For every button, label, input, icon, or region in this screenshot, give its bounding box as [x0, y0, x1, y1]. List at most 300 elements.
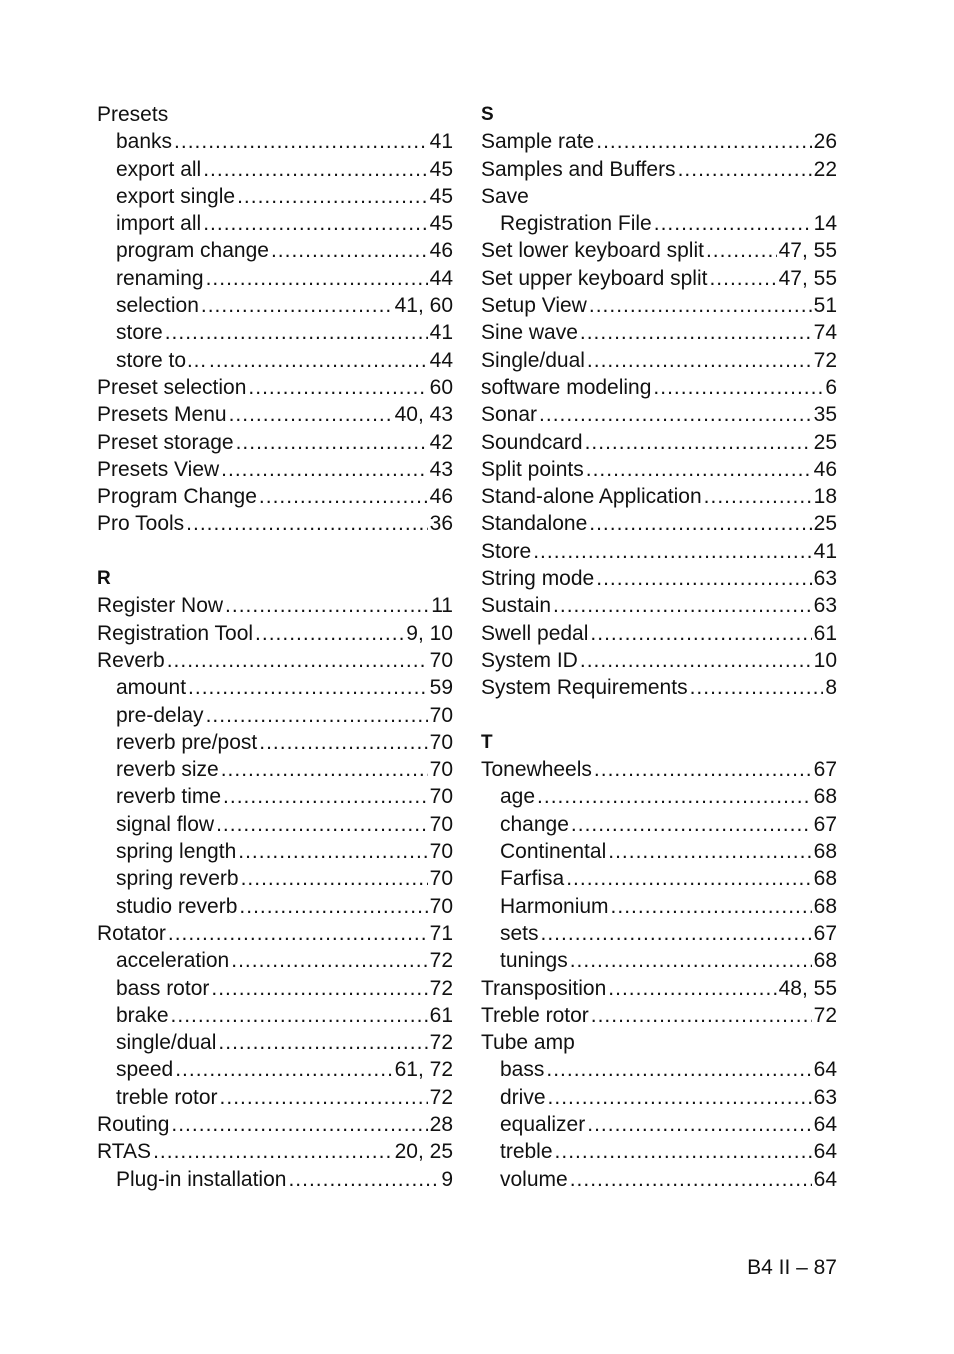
dot-leader — [586, 456, 812, 483]
dot-leader — [548, 1084, 812, 1111]
index-term: spring reverb — [116, 867, 239, 891]
index-page-numbers: 74 — [813, 321, 837, 345]
index-page-numbers: 45 — [429, 157, 453, 181]
index-term: brake — [116, 1003, 169, 1027]
index-subentry — [481, 1056, 837, 1083]
dot-leader — [186, 510, 427, 537]
index-page-numbers: 61 — [429, 1003, 453, 1027]
index-term: export all — [116, 157, 202, 181]
dot-leader — [223, 783, 428, 810]
index-page-numbers: 22 — [813, 157, 837, 181]
index-page-numbers: 26 — [813, 130, 837, 154]
index-page-numbers: 46 — [429, 485, 453, 509]
index-subentry — [481, 1111, 837, 1138]
index-page-numbers: 6 — [825, 375, 837, 399]
index-term: Reverb — [97, 648, 165, 672]
index-subentry — [481, 865, 837, 892]
dot-leader — [587, 347, 812, 374]
index-page-numbers: 59 — [429, 676, 453, 700]
index-page-numbers: 68 — [813, 867, 837, 891]
index-page-numbers: 72 — [429, 1085, 453, 1109]
index-term: System Requirements — [481, 676, 688, 700]
dot-leader — [209, 347, 428, 374]
index-page-numbers: 64 — [813, 1140, 837, 1164]
index-page-numbers: 45 — [429, 184, 453, 208]
index-page-numbers: 68 — [813, 785, 837, 809]
dot-leader — [678, 156, 812, 183]
index-entry — [97, 1111, 453, 1138]
index-entry — [481, 1029, 837, 1056]
index-term: Split points — [481, 457, 584, 481]
index-subentry — [97, 674, 453, 701]
index-subentry — [97, 292, 453, 319]
index-term: export single — [116, 184, 236, 208]
index-term: tunings — [500, 949, 568, 973]
index-page-numbers: 47, 55 — [778, 239, 837, 263]
dot-leader — [241, 865, 428, 892]
index-page-numbers: 72 — [429, 976, 453, 1000]
dot-leader — [206, 702, 428, 729]
index-page-numbers: 70 — [429, 894, 453, 918]
index-entry — [481, 592, 837, 619]
index-term: pre-delay — [116, 703, 204, 727]
dot-leader — [706, 237, 777, 264]
dot-leader — [271, 237, 428, 264]
dot-leader — [225, 592, 429, 619]
index-page-numbers: 14 — [813, 212, 837, 236]
index-term: reverb time — [116, 785, 222, 809]
dot-leader — [570, 947, 812, 974]
index-term: Registration File — [500, 212, 652, 236]
index-subentry — [481, 1166, 837, 1193]
index-term: Tube amp — [481, 1031, 575, 1055]
dot-leader — [259, 729, 427, 756]
dot-leader — [255, 620, 404, 647]
index-term: age — [500, 785, 536, 809]
index-page-numbers: 40, 43 — [394, 403, 453, 427]
dot-leader — [174, 128, 428, 155]
dot-leader — [211, 975, 427, 1002]
index-subentry — [481, 920, 837, 947]
index-term: change — [500, 812, 569, 836]
index-term: Preset selection — [97, 375, 247, 399]
index-subentry — [97, 1084, 453, 1111]
dot-leader — [596, 128, 811, 155]
index-entry — [481, 975, 837, 1002]
dot-leader — [201, 292, 393, 319]
index-page-numbers: 41 — [429, 321, 453, 345]
index-subentry — [97, 838, 453, 865]
index-term: RTAS — [97, 1140, 152, 1164]
index-subentry — [97, 893, 453, 920]
index-entry — [481, 401, 837, 428]
index-page-numbers: 47, 55 — [778, 266, 837, 290]
index-term: treble — [500, 1140, 553, 1164]
index-entry — [481, 319, 837, 346]
dot-leader — [570, 1166, 812, 1193]
index-page-numbers: 46 — [429, 239, 453, 263]
index-term: Single/dual — [481, 348, 585, 372]
index-entry — [97, 647, 453, 674]
index-page-numbers: 67 — [813, 812, 837, 836]
dot-leader — [590, 620, 811, 647]
index-entry — [97, 592, 453, 619]
index-term: Stand-alone Application — [481, 485, 702, 509]
index-subentry — [97, 210, 453, 237]
index-entry — [481, 756, 837, 783]
index-subentry — [481, 783, 837, 810]
index-page-numbers: 44 — [429, 348, 453, 372]
index-term: Save — [481, 184, 529, 208]
index-page-numbers: 60 — [429, 375, 453, 399]
index-term: Farfisa — [500, 867, 565, 891]
index-page-numbers: 63 — [813, 1085, 837, 1109]
dot-leader — [203, 156, 427, 183]
index-subentry — [97, 729, 453, 756]
dot-leader — [188, 674, 428, 701]
index-entry — [481, 483, 837, 510]
index-entry — [97, 101, 453, 128]
index-subentry — [97, 319, 453, 346]
index-entry — [481, 565, 837, 592]
dot-leader — [546, 1056, 811, 1083]
dot-leader — [221, 756, 428, 783]
index-subentry — [481, 811, 837, 838]
index-section-header: R — [97, 568, 111, 590]
dot-leader — [608, 838, 811, 865]
dot-leader — [654, 210, 812, 237]
index-page-numbers: 25 — [813, 512, 837, 536]
dot-leader — [171, 1111, 427, 1138]
index-section-header: T — [481, 731, 493, 753]
index-subentry — [97, 183, 453, 210]
dot-leader — [580, 647, 812, 674]
dot-leader — [220, 1084, 428, 1111]
index-page-numbers: 70 — [429, 840, 453, 864]
index-term: studio reverb — [116, 894, 238, 918]
index-term: reverb size — [116, 758, 219, 782]
dot-leader — [541, 920, 812, 947]
dot-leader — [216, 811, 428, 838]
index-entry — [97, 483, 453, 510]
index-entry — [97, 401, 453, 428]
dot-leader — [231, 947, 427, 974]
index-term: treble rotor — [116, 1085, 218, 1109]
index-term: Presets — [97, 103, 169, 126]
dot-leader — [589, 292, 812, 319]
index-subentry — [97, 347, 453, 374]
index-entry — [481, 265, 837, 292]
index-page-numbers: 41, 60 — [394, 294, 453, 318]
index-spacer — [481, 702, 837, 729]
index-subentry — [97, 1166, 453, 1193]
index-page-numbers: 9 — [441, 1167, 453, 1191]
index-term: Transposition — [481, 976, 607, 1000]
index-term: signal flow — [116, 812, 215, 836]
index-entry — [481, 510, 837, 537]
dot-leader — [580, 319, 812, 346]
dot-leader — [594, 756, 812, 783]
index-page-numbers: 9, 10 — [406, 621, 453, 645]
index-term: Sample rate — [481, 130, 595, 154]
dot-leader — [153, 1138, 393, 1165]
index-page-numbers: 67 — [813, 921, 837, 945]
index-page-numbers: 61 — [813, 621, 837, 645]
index-page-numbers: 28 — [429, 1112, 453, 1136]
index-spacer — [97, 538, 453, 565]
index-subentry — [97, 811, 453, 838]
index-entry — [481, 674, 837, 701]
dot-leader — [553, 592, 812, 619]
dot-leader — [259, 483, 428, 510]
dot-leader — [585, 429, 812, 456]
index-entry — [481, 347, 837, 374]
index-page-numbers: 51 — [813, 294, 837, 318]
index-subentry — [481, 838, 837, 865]
index-column-right — [481, 101, 837, 1193]
dot-leader — [206, 265, 428, 292]
index-term: Registration Tool — [97, 621, 254, 645]
index-entry — [97, 620, 453, 647]
index-entry — [97, 1138, 453, 1165]
index-entry — [481, 647, 837, 674]
index-subentry — [97, 865, 453, 892]
index-subentry — [481, 210, 837, 237]
dot-leader — [175, 1056, 392, 1083]
index-page-numbers: 70 — [429, 867, 453, 891]
index-entry — [97, 510, 453, 537]
index-page-numbers: 70 — [429, 703, 453, 727]
index-subentry — [97, 702, 453, 729]
index-page-numbers: 20, 25 — [394, 1140, 453, 1164]
index-term: Tonewheels — [481, 758, 592, 782]
index-section-header: S — [481, 104, 494, 125]
index-page-numbers: 41 — [429, 130, 453, 154]
index-term: Presets View — [97, 457, 220, 481]
dot-leader — [690, 674, 824, 701]
index-term: store — [116, 321, 163, 345]
index-term: equalizer — [500, 1112, 586, 1136]
index-entry — [97, 456, 453, 483]
index-page-numbers: 10 — [813, 648, 837, 672]
index-page-numbers: 72 — [813, 348, 837, 372]
dot-leader — [709, 265, 776, 292]
index-term: speed — [116, 1058, 174, 1082]
index-entry — [481, 183, 837, 210]
dot-leader — [571, 811, 812, 838]
dot-leader — [218, 1029, 427, 1056]
index-entry — [481, 538, 837, 565]
page-footer: B4 II – 87 — [747, 1256, 837, 1279]
index-term: Treble rotor — [481, 1003, 589, 1027]
index-page-numbers: 43 — [429, 457, 453, 481]
index-term: reverb pre/post — [116, 730, 258, 754]
index-page-numbers: 70 — [429, 648, 453, 672]
index-entry — [481, 620, 837, 647]
index-page-numbers: 64 — [813, 1058, 837, 1082]
index-subentry — [481, 1138, 837, 1165]
index-page-numbers: 70 — [429, 758, 453, 782]
index-page-numbers: 48, 55 — [778, 976, 837, 1000]
index-term: Routing — [97, 1112, 170, 1136]
index-page-numbers: 45 — [429, 212, 453, 236]
index-term: import all — [116, 212, 202, 236]
index-subentry — [97, 156, 453, 183]
index-subentry — [97, 1029, 453, 1056]
index-page-numbers: 44 — [429, 266, 453, 290]
dot-leader — [589, 510, 811, 537]
index-page-numbers: 11 — [431, 594, 453, 618]
dot-leader — [238, 838, 427, 865]
index-entry — [481, 456, 837, 483]
index-term: Pro Tools — [97, 512, 185, 536]
index-page-numbers: 64 — [813, 1112, 837, 1136]
dot-leader — [539, 401, 812, 428]
index-term: Preset storage — [97, 430, 234, 454]
index-term: spring length — [116, 840, 237, 864]
dot-leader — [653, 374, 823, 401]
index-subentry — [97, 128, 453, 155]
index-term: software modeling — [481, 375, 652, 399]
index-term: single/dual — [116, 1031, 217, 1055]
dot-leader — [167, 647, 428, 674]
index-term: volume — [500, 1167, 568, 1191]
index-page-numbers: 18 — [813, 485, 837, 509]
index-term: Plug-in installation — [116, 1167, 287, 1191]
index-term: Sine wave — [481, 321, 578, 345]
index-page-numbers: 72 — [813, 1003, 837, 1027]
index-page-numbers: 25 — [813, 430, 837, 454]
index-page-numbers: 36 — [429, 512, 453, 536]
index-entry — [481, 374, 837, 401]
index-term: Continental — [500, 840, 607, 864]
index-term: amount — [116, 676, 187, 700]
index-term: renaming — [116, 266, 204, 290]
index-term: Sustain — [481, 594, 552, 618]
dot-leader — [288, 1166, 439, 1193]
dot-leader — [704, 483, 812, 510]
index-term: Setup View — [481, 294, 587, 318]
index-page-numbers: 70 — [429, 812, 453, 836]
index-term: selection — [116, 294, 199, 318]
index-page-numbers: 41 — [813, 539, 837, 563]
index-subentry — [97, 783, 453, 810]
index-subentry — [97, 1056, 453, 1083]
index-term: Set upper keyboard split — [481, 266, 708, 290]
dot-leader — [221, 456, 427, 483]
dot-leader — [596, 565, 811, 592]
index-term: drive — [500, 1085, 546, 1109]
dot-leader — [236, 429, 428, 456]
dot-leader — [203, 210, 427, 237]
index-subentry — [481, 1084, 837, 1111]
dot-leader — [229, 401, 393, 428]
index-entry — [481, 292, 837, 319]
index-entry — [481, 156, 837, 183]
index-entry — [97, 920, 453, 947]
index-term: Standalone — [481, 512, 588, 536]
dot-leader — [611, 893, 812, 920]
index-term: bass rotor — [116, 976, 210, 1000]
index-term: sets — [500, 921, 539, 945]
index-term: System ID — [481, 648, 578, 672]
dot-leader — [165, 319, 428, 346]
index-term: Sonar — [481, 403, 538, 427]
index-page-numbers: 67 — [813, 758, 837, 782]
dot-leader — [248, 374, 427, 401]
index-term: Rotator — [97, 921, 166, 945]
dot-leader — [566, 865, 811, 892]
dot-leader — [608, 975, 776, 1002]
index-page-numbers: 68 — [813, 840, 837, 864]
index-page-numbers: 63 — [813, 594, 837, 618]
index-page-numbers: 46 — [813, 457, 837, 481]
index-subentry — [97, 265, 453, 292]
dot-leader — [171, 1002, 428, 1029]
index-term: Program Change — [97, 485, 257, 509]
index-page-numbers: 68 — [813, 894, 837, 918]
index-entry — [97, 429, 453, 456]
index-entry — [481, 429, 837, 456]
index-page-numbers: 42 — [429, 430, 453, 454]
index-page-numbers: 61, 72 — [394, 1058, 453, 1082]
index-term: banks — [116, 130, 173, 154]
index-page-numbers: 35 — [813, 403, 837, 427]
index-page-numbers: 71 — [429, 921, 453, 945]
dot-leader — [537, 783, 812, 810]
index-entry — [481, 1002, 837, 1029]
index-term: Harmonium — [500, 894, 609, 918]
index-page-numbers: 70 — [429, 785, 453, 809]
dot-leader — [239, 893, 427, 920]
index-term: String mode — [481, 567, 595, 591]
index-page-numbers: 63 — [813, 567, 837, 591]
index-term: program change — [116, 239, 269, 263]
dot-leader — [591, 1002, 812, 1029]
index-subentry — [97, 237, 453, 264]
index-page-numbers: 68 — [813, 949, 837, 973]
index-page-numbers: 72 — [429, 949, 453, 973]
index-subentry — [97, 1002, 453, 1029]
index-term: Store — [481, 539, 532, 563]
index-entry — [481, 237, 837, 264]
dot-leader — [587, 1111, 811, 1138]
dot-leader — [555, 1138, 812, 1165]
index-page-numbers: 72 — [429, 1031, 453, 1055]
index-subentry — [97, 975, 453, 1002]
index-term: acceleration — [116, 949, 230, 973]
index-term: Presets Menu — [97, 403, 227, 427]
dot-leader — [237, 183, 428, 210]
dot-leader — [533, 538, 811, 565]
index-page-numbers: 70 — [429, 730, 453, 754]
index-entry — [97, 374, 453, 401]
index-page-numbers: 64 — [813, 1167, 837, 1191]
index-term: Samples and Buffers — [481, 157, 676, 181]
index-term: store to… — [116, 348, 208, 372]
index-subentry — [481, 893, 837, 920]
index-subentry — [97, 756, 453, 783]
index-page-numbers: 8 — [825, 676, 837, 700]
dot-leader — [168, 920, 428, 947]
index-term: Soundcard — [481, 430, 583, 454]
index-subentry — [481, 947, 837, 974]
index-subentry — [97, 947, 453, 974]
index-entry — [481, 128, 837, 155]
index-column-left — [97, 101, 453, 1193]
index-term: Swell pedal — [481, 621, 589, 645]
index-term: bass — [500, 1058, 545, 1082]
